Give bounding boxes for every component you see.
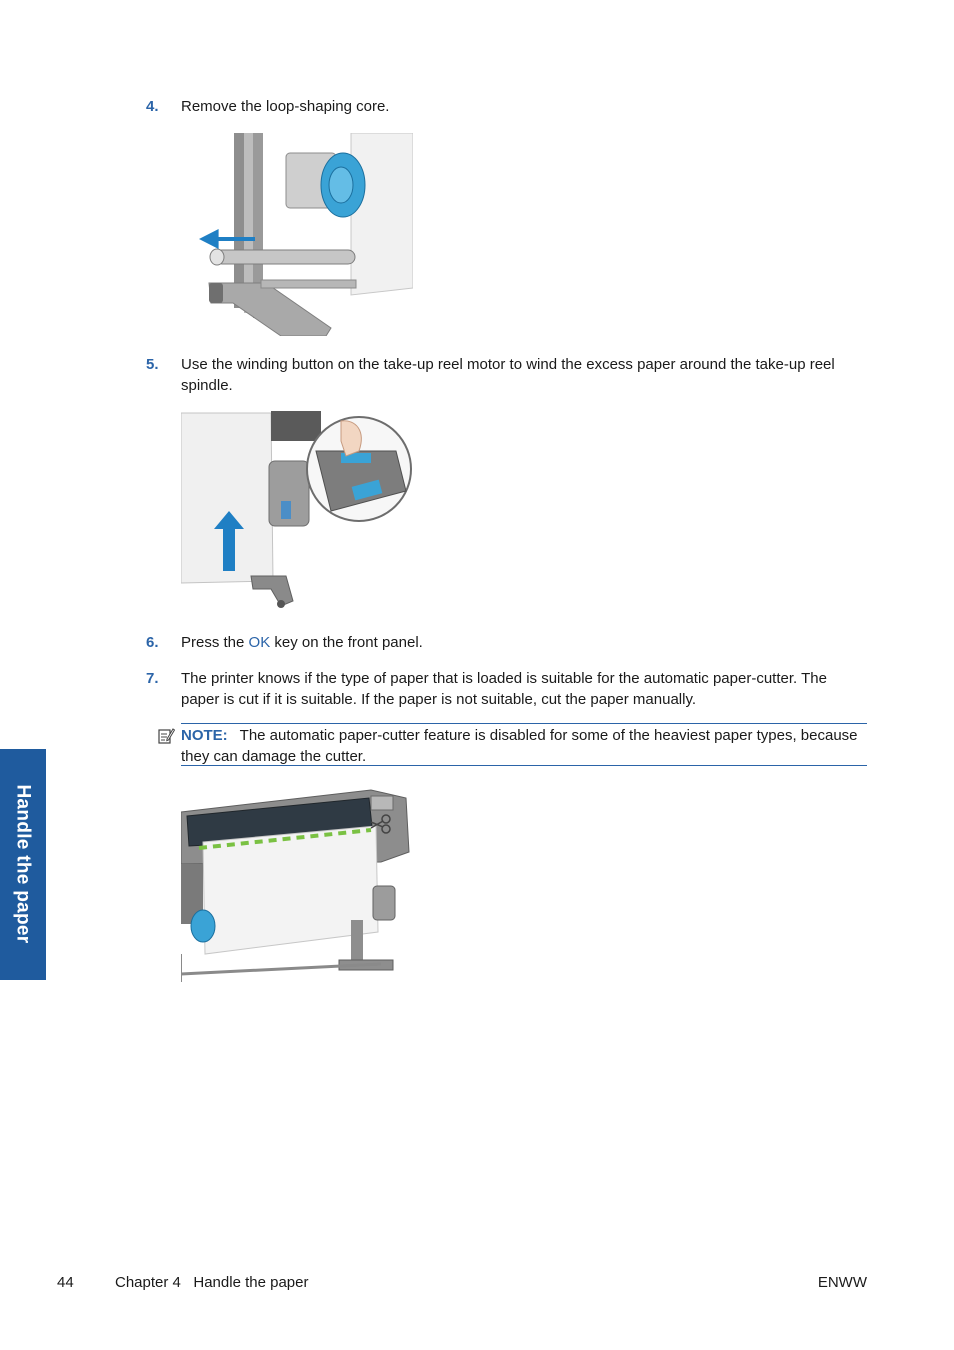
- note-text: The automatic paper-cutter feature is disabled for some of the heaviest paper types, because they can damage the cutter.: [181, 727, 858, 765]
- figure-remove-core: [181, 133, 413, 336]
- step-6: [146, 632, 868, 653]
- step-number: 5.: [146, 356, 159, 373]
- step-text: Remove the loop-shaping core.: [181, 98, 390, 115]
- step-text: The printer knows if the type of paper that is loaded is suitable for the automatic paper-cutter. The paper is cut if it is suitable. If the paper is not suitable, cut the paper manually.: [181, 670, 827, 708]
- step-text: Use the winding button on the take-up reel motor to wind the excess paper around the take-up reel spindle.: [181, 356, 835, 394]
- figure-winding-button: [181, 411, 413, 613]
- step-number: 4.: [146, 98, 159, 115]
- step-5: [146, 354, 868, 396]
- note-icon: [157, 727, 175, 745]
- step-number: 6.: [146, 634, 159, 651]
- side-tab-label: Handle the paper: [12, 784, 34, 944]
- figure-paper-cutter: [181, 784, 411, 984]
- note-label: NOTE:: [181, 727, 228, 744]
- chapter-side-tab: [0, 749, 46, 980]
- footer-right: ENWW: [817, 1274, 867, 1291]
- step-7: [146, 668, 868, 710]
- step-text-after: key on the front panel.: [270, 634, 423, 651]
- step-number: 7.: [146, 670, 159, 687]
- note-box: [181, 723, 867, 766]
- step-text: [181, 632, 868, 653]
- ok-key-label: OK: [248, 634, 271, 651]
- footer-chapter: Chapter 4 Handle the paper: [115, 1274, 309, 1291]
- step-text-before: Press the: [181, 634, 249, 651]
- footer-page-number: 44: [57, 1274, 74, 1291]
- step-4: [146, 96, 868, 117]
